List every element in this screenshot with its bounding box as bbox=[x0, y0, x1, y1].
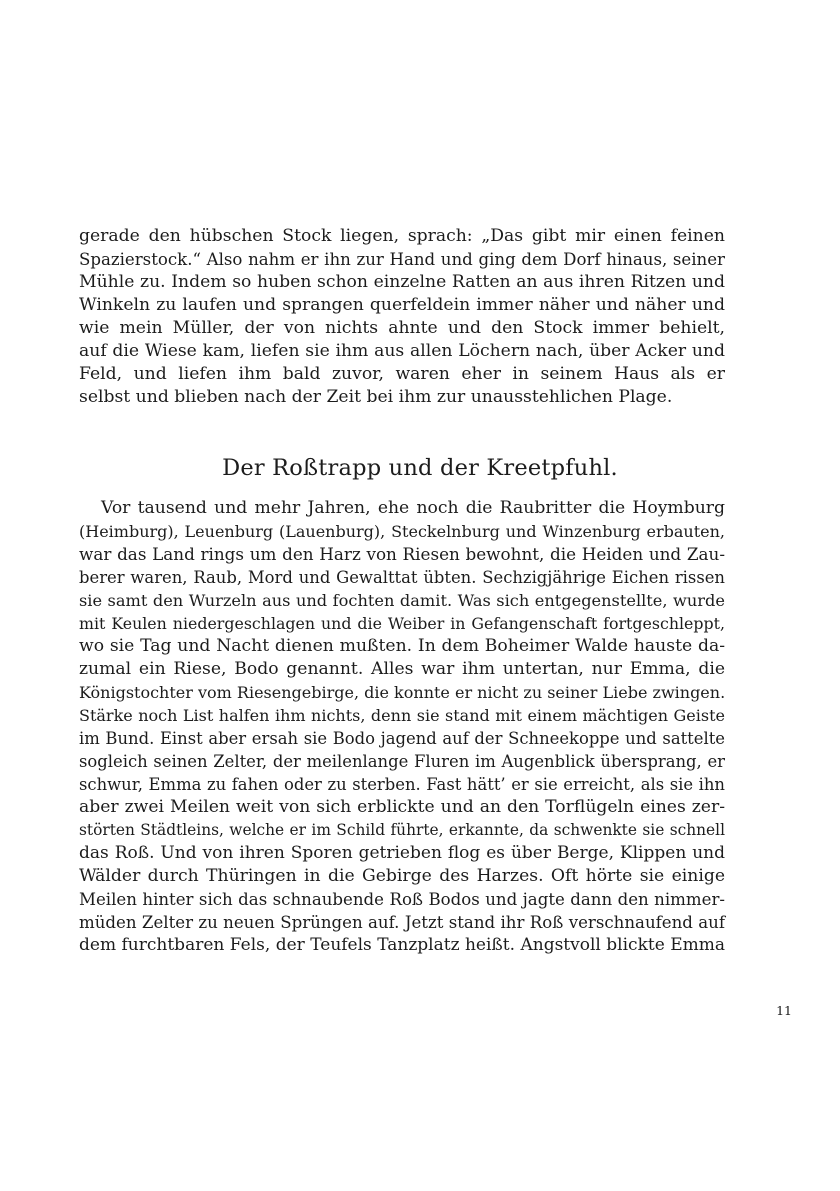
paragraph-2-line-14: aber zwei Meilen weit von sich erblickte und an den Torflügeln eines zer- bbox=[79, 797, 725, 817]
paragraph-2-line-1: Vor tausend und mehr Jahren, ehe noch die Raubritter die Hoymburg bbox=[101, 498, 725, 518]
paragraph-1-line-1: gerade den hübschen Stock liegen, sprach: „Das gibt mir einen feinen bbox=[79, 226, 725, 246]
paragraph-1-line-6: auf die Wiese kam, liefen sie ihm aus allen Löchern nach, über Acker und bbox=[79, 341, 725, 361]
paragraph-2-line-7: wo sie Tag und Nacht dienen mußten. In dem Boheimer Walde hauste da- bbox=[79, 636, 725, 656]
paragraph-2-line-5: sie samt den Wurzeln aus und fochten damit. Was sich entgegenstellte, wurde bbox=[79, 591, 725, 610]
paragraph-2-line-17: Wälder durch Thüringen in die Gebirge des Harzes. Oft hörte sie einige bbox=[79, 866, 725, 886]
paragraph-1-line-4: Winkeln zu laufen und sprangen querfeldein immer näher und näher und bbox=[79, 295, 725, 315]
paragraph-2-line-2: (Heimburg), Leuenburg (Lauenburg), Steckelnburg und Winzenburg erbauten, bbox=[79, 522, 725, 541]
paragraph-2-line-8: zumal ein Riese, Bodo genannt. Alles war ihm untertan, nur Emma, die bbox=[79, 659, 725, 679]
paragraph-2-line-9: Königstochter vom Riesengebirge, die konnte er nicht zu seiner Liebe zwingen. bbox=[79, 683, 726, 702]
paragraph-2-line-12: sogleich seinen Zelter, der meilenlange Fluren im Augenblick übersprang, er bbox=[79, 752, 725, 771]
paragraph-2-line-19: müden Zelter zu neuen Sprüngen auf. Jetzt stand ihr Roß verschnaufend auf bbox=[79, 913, 725, 932]
paragraph-2-line-10: Stärke noch List halfen ihm nichts, denn sie stand mit einem mächtigen Geiste bbox=[79, 706, 725, 725]
paragraph-2-line-18: Meilen hinter sich das schnaubende Roß Bodos und jagte dann den nimmer- bbox=[79, 890, 725, 909]
paragraph-2-line-20: dem furchtbaren Fels, der Teufels Tanzplatz heißt. Angstvoll blickte Emma bbox=[79, 935, 725, 955]
page-number: 11 bbox=[776, 1003, 792, 1018]
paragraph-1-line-3: Mühle zu. Indem so huben schon einzelne Ratten an aus ihren Ritzen und bbox=[79, 272, 725, 292]
paragraph-2-line-15: störten Städtleins, welche er im Schild führte, erkannte, da schwenkte sie schnell bbox=[79, 821, 725, 839]
paragraph-2-line-4: berer waren, Raub, Mord und Gewalttat übten. Sechzigjährige Eichen rissen bbox=[79, 568, 725, 587]
paragraph-2-line-3: war das Land rings um den Harz von Riesen bewohnt, die Heiden und Zau- bbox=[79, 544, 725, 564]
paragraph-1-line-5: wie mein Müller, der von nichts ahnte und den Stock immer behielt, bbox=[79, 318, 725, 338]
paragraph-1-line-7: Feld, und liefen ihm bald zuvor, waren eher in seinem Haus als er bbox=[79, 364, 725, 384]
paragraph-2-line-13: schwur, Emma zu fahen oder zu sterben. Fast hätt’ er sie erreicht, als sie ihn bbox=[79, 775, 725, 794]
section-title: Der Roßtrapp und der Kreetpfuhl. bbox=[222, 455, 618, 481]
paragraph-2-line-16: das Roß. Und von ihren Sporen getrieben flog es über Berge, Klippen und bbox=[79, 843, 725, 863]
paragraph-2-line-11: im Bund. Einst aber ersah sie Bodo jagend auf der Schneekoppe und sattelte bbox=[79, 729, 725, 748]
paragraph-2-line-6: mit Keulen niedergeschlagen und die Weiber in Gefangenschaft fortgeschleppt, bbox=[79, 614, 725, 633]
paragraph-1-line-2: Spazierstock.“ Also nahm er ihn zur Hand und ging dem Dorf hinaus, seiner bbox=[79, 250, 725, 269]
paragraph-1-line-8: selbst und blieben nach der Zeit bei ihm zur unausstehlichen Plage. bbox=[79, 387, 673, 407]
